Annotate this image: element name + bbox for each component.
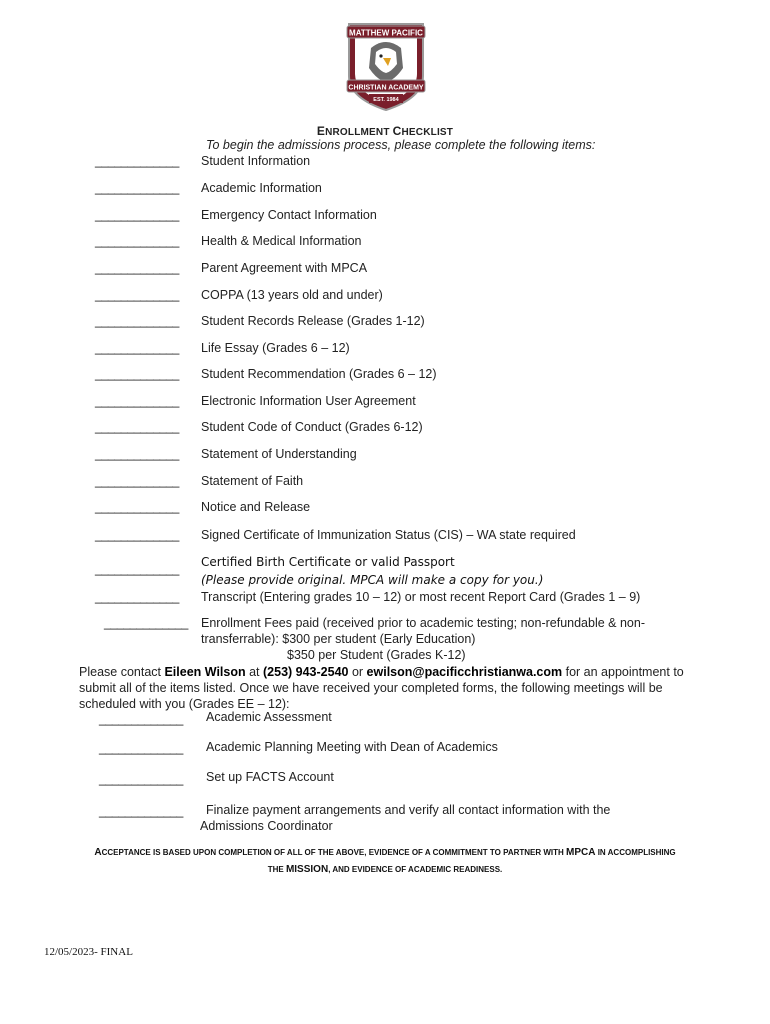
school-crest-logo [343,18,429,112]
checklist-item: Notice and Release [201,500,311,514]
logo-top-text: MATTHEW PACIFIC [349,28,423,38]
meeting-blank-line: _____________ [99,804,183,818]
checklist-blank-line: _____________ [95,341,179,355]
fees-item-line3: $350 per Student (Grades K-12) [287,648,466,662]
checklist-item: Parent Agreement with MPCA [201,261,368,275]
fees-item-line2: transferrable): $300 per student (Early Education) [201,632,476,646]
contact-email[interactable]: ewilson@pacificchristianwa.com [366,665,563,679]
meeting-item: Set up FACTS Account [206,770,334,784]
acceptance-mission: MISSION [285,864,329,875]
checklist-blank-line: _____________ [95,474,179,488]
checklist-blank-line: _____________ [95,394,179,408]
acceptance-line-2 [60,860,710,880]
checklist-item: Statement of Understanding [201,447,357,461]
title-word-2: HECKLIST [401,127,454,138]
checklist-blank-line: _____________ [95,234,179,248]
logo-bottom-text: CHRISTIAN ACADEMY [348,84,424,92]
checklist-blank-line: _____________ [95,420,179,434]
birth-cert-item: Certified Birth Certificate or valid Passport [201,555,455,569]
title-initial-e: E [316,124,326,138]
checklist-blank-line: _____________ [95,447,179,461]
meeting-item: Academic Assessment [206,710,332,724]
contact-paragraph [79,664,699,712]
acceptance-text-a: CCEPTANCE IS BASED UPON COMPLETION OF ALL OF THE ABOVE, EVIDENCE OF A COMMITMENT TO PARTNER WITH [101,848,567,857]
contact-phone: (253) 943-2540 [263,665,349,679]
checklist-blank-line: _____________ [95,590,179,604]
contact-pre: Please contact [79,665,165,679]
page-title [0,124,770,138]
contact-at: at [245,665,263,679]
logo-est-text: EST. 1984 [373,97,399,103]
checklist-blank-line: _____________ [95,208,179,222]
checklist-blank-line: _____________ [95,261,179,275]
checklist-item: Student Records Release (Grades 1-12) [201,314,425,328]
fees-item-line1: Enrollment Fees paid (received prior to academic testing; non-refundable & non- [201,616,645,630]
contact-name: Eileen Wilson [164,665,246,679]
meeting-item: Academic Planning Meeting with Dean of Academics [206,740,498,754]
checklist-blank-line: _____________ [95,181,179,195]
contact-post: for an appointment to submit all of the items listed. Once we have received your completed forms, the following meetings will be scheduled with you (Grades EE – 12): [79,665,684,711]
checklist-item: Signed Certificate of Immunization Status (CIS) – WA state required [201,528,576,542]
checklist-blank-line: _____________ [95,528,179,542]
footer-date: 12/05/2023- FINAL [44,946,133,958]
title-word-1: NROLLMENT [325,127,393,138]
checklist-item: Emergency Contact Information [201,208,377,222]
transcript-item: Transcript (Entering grades 10 – 12) or most recent Report Card (Grades 1 – 9) [201,590,641,604]
meeting-item-cont: Admissions Coordinator [200,819,333,833]
acceptance-text-c: THE [267,865,286,874]
checklist-item: Health & Medical Information [201,234,362,248]
meeting-item: Finalize payment arrangements and verify all contact information with the [206,803,611,817]
checklist-item: Academic Information [201,181,322,195]
checklist-blank-line: _____________ [104,616,188,630]
intro-text: To begin the admissions process, please complete the following items: [206,138,596,152]
acceptance-initial: A [94,847,102,858]
title-initial-c: C [392,124,402,138]
checklist-item: Student Recommendation (Grades 6 – 12) [201,367,437,381]
checklist-item: Electronic Information User Agreement [201,394,416,408]
checklist-blank-line: _____________ [95,154,179,168]
checklist-blank-line: _____________ [95,367,179,381]
checklist-item: Student Code of Conduct (Grades 6-12) [201,420,423,434]
birth-cert-note: (Please provide original. MPCA will make a copy for you.) [201,573,544,587]
checklist-item: Statement of Faith [201,474,304,488]
checklist-blank-line: _____________ [95,500,179,514]
meeting-blank-line: _____________ [99,772,183,786]
checklist-item: Student Information [201,154,311,168]
acceptance-text-d: , AND EVIDENCE OF ACADEMIC READINESS. [328,865,503,874]
meeting-blank-line: _____________ [99,712,183,726]
checklist-item: COPPA (13 years old and under) [201,288,383,302]
checklist-blank-line: _____________ [95,288,179,302]
checklist-blank-line: _____________ [95,314,179,328]
acceptance-mpca: MPCA [566,847,596,858]
acceptance-text-b: IN ACCOMPLISHING [595,848,676,857]
contact-or: or [348,665,367,679]
checklist-item: Life Essay (Grades 6 – 12) [201,341,350,355]
checklist-blank-line: _____________ [95,562,179,576]
meeting-blank-line: _____________ [99,741,183,755]
